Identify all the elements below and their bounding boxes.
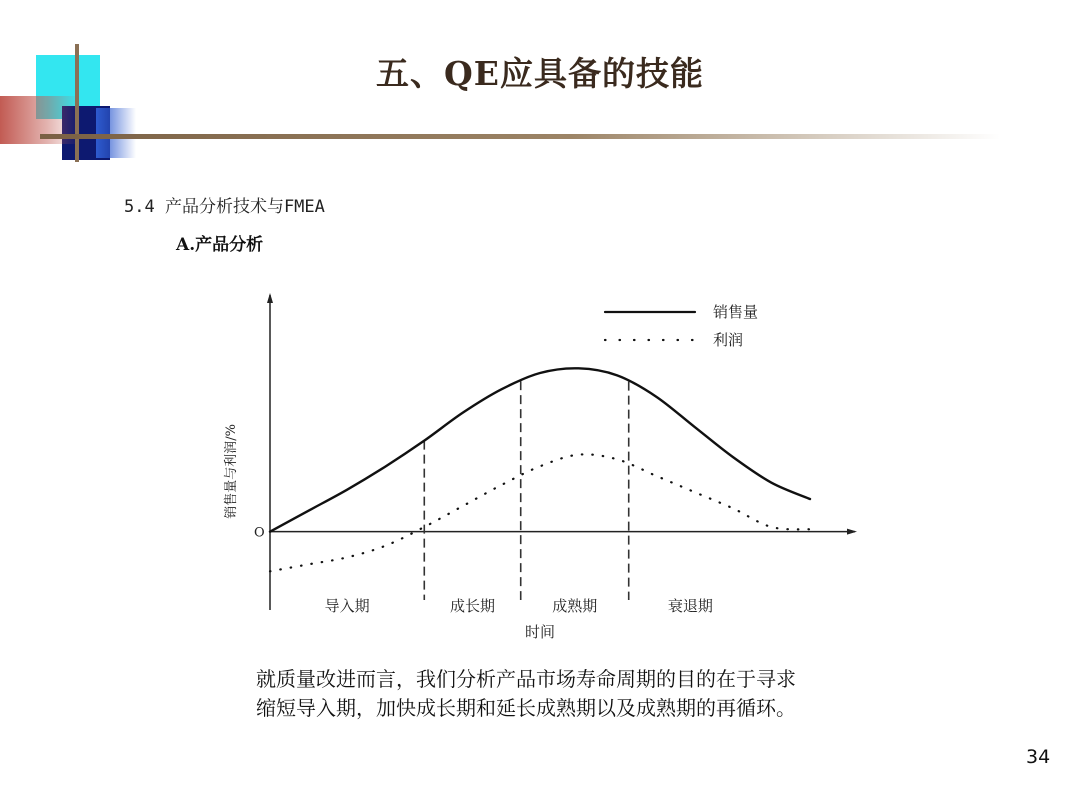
caption-line-1: 就质量改进而言，我们分析产品市场寿命周期的目的在于寻求 [256, 667, 796, 691]
product-life-cycle-chart [195, 285, 875, 650]
chart-axes [267, 293, 857, 610]
phase-label-3: 成熟期 [552, 597, 598, 615]
series-line-profit [270, 454, 810, 571]
deco-blue-gradient [96, 108, 136, 158]
chart-labels [223, 424, 713, 641]
page-number: 34 [1026, 746, 1051, 768]
y-axis-label: 销售量与利润/% [224, 423, 239, 519]
subsection-heading: A.产品分析 [176, 235, 264, 255]
deco-vertical-bar [75, 44, 79, 162]
caption-line-2: 缩短导入期，加快成长期和延长成熟期以及成熟期的再循环。 [256, 696, 796, 720]
chart-legend [605, 303, 758, 349]
caption-text [256, 665, 916, 723]
title-underline [40, 134, 1000, 139]
phase-label-2: 成长期 [449, 597, 496, 615]
phase-label-4: 衰退期 [667, 597, 713, 615]
y-axis-arrow [267, 293, 273, 303]
section-heading: 5.4 产品分析技术与FMEA [124, 197, 325, 217]
phase-divider-lines [424, 381, 628, 600]
phase-label-1: 导入期 [324, 597, 370, 615]
legend-label-1: 销售量 [713, 303, 759, 321]
origin-label: O [254, 525, 265, 541]
slide-title: 五、QE应具备的技能 [376, 54, 704, 93]
chart-series [270, 368, 810, 571]
x-axis-label: 时间 [524, 623, 556, 641]
legend-label-2: 利润 [713, 331, 744, 349]
x-axis-arrow [847, 529, 857, 535]
